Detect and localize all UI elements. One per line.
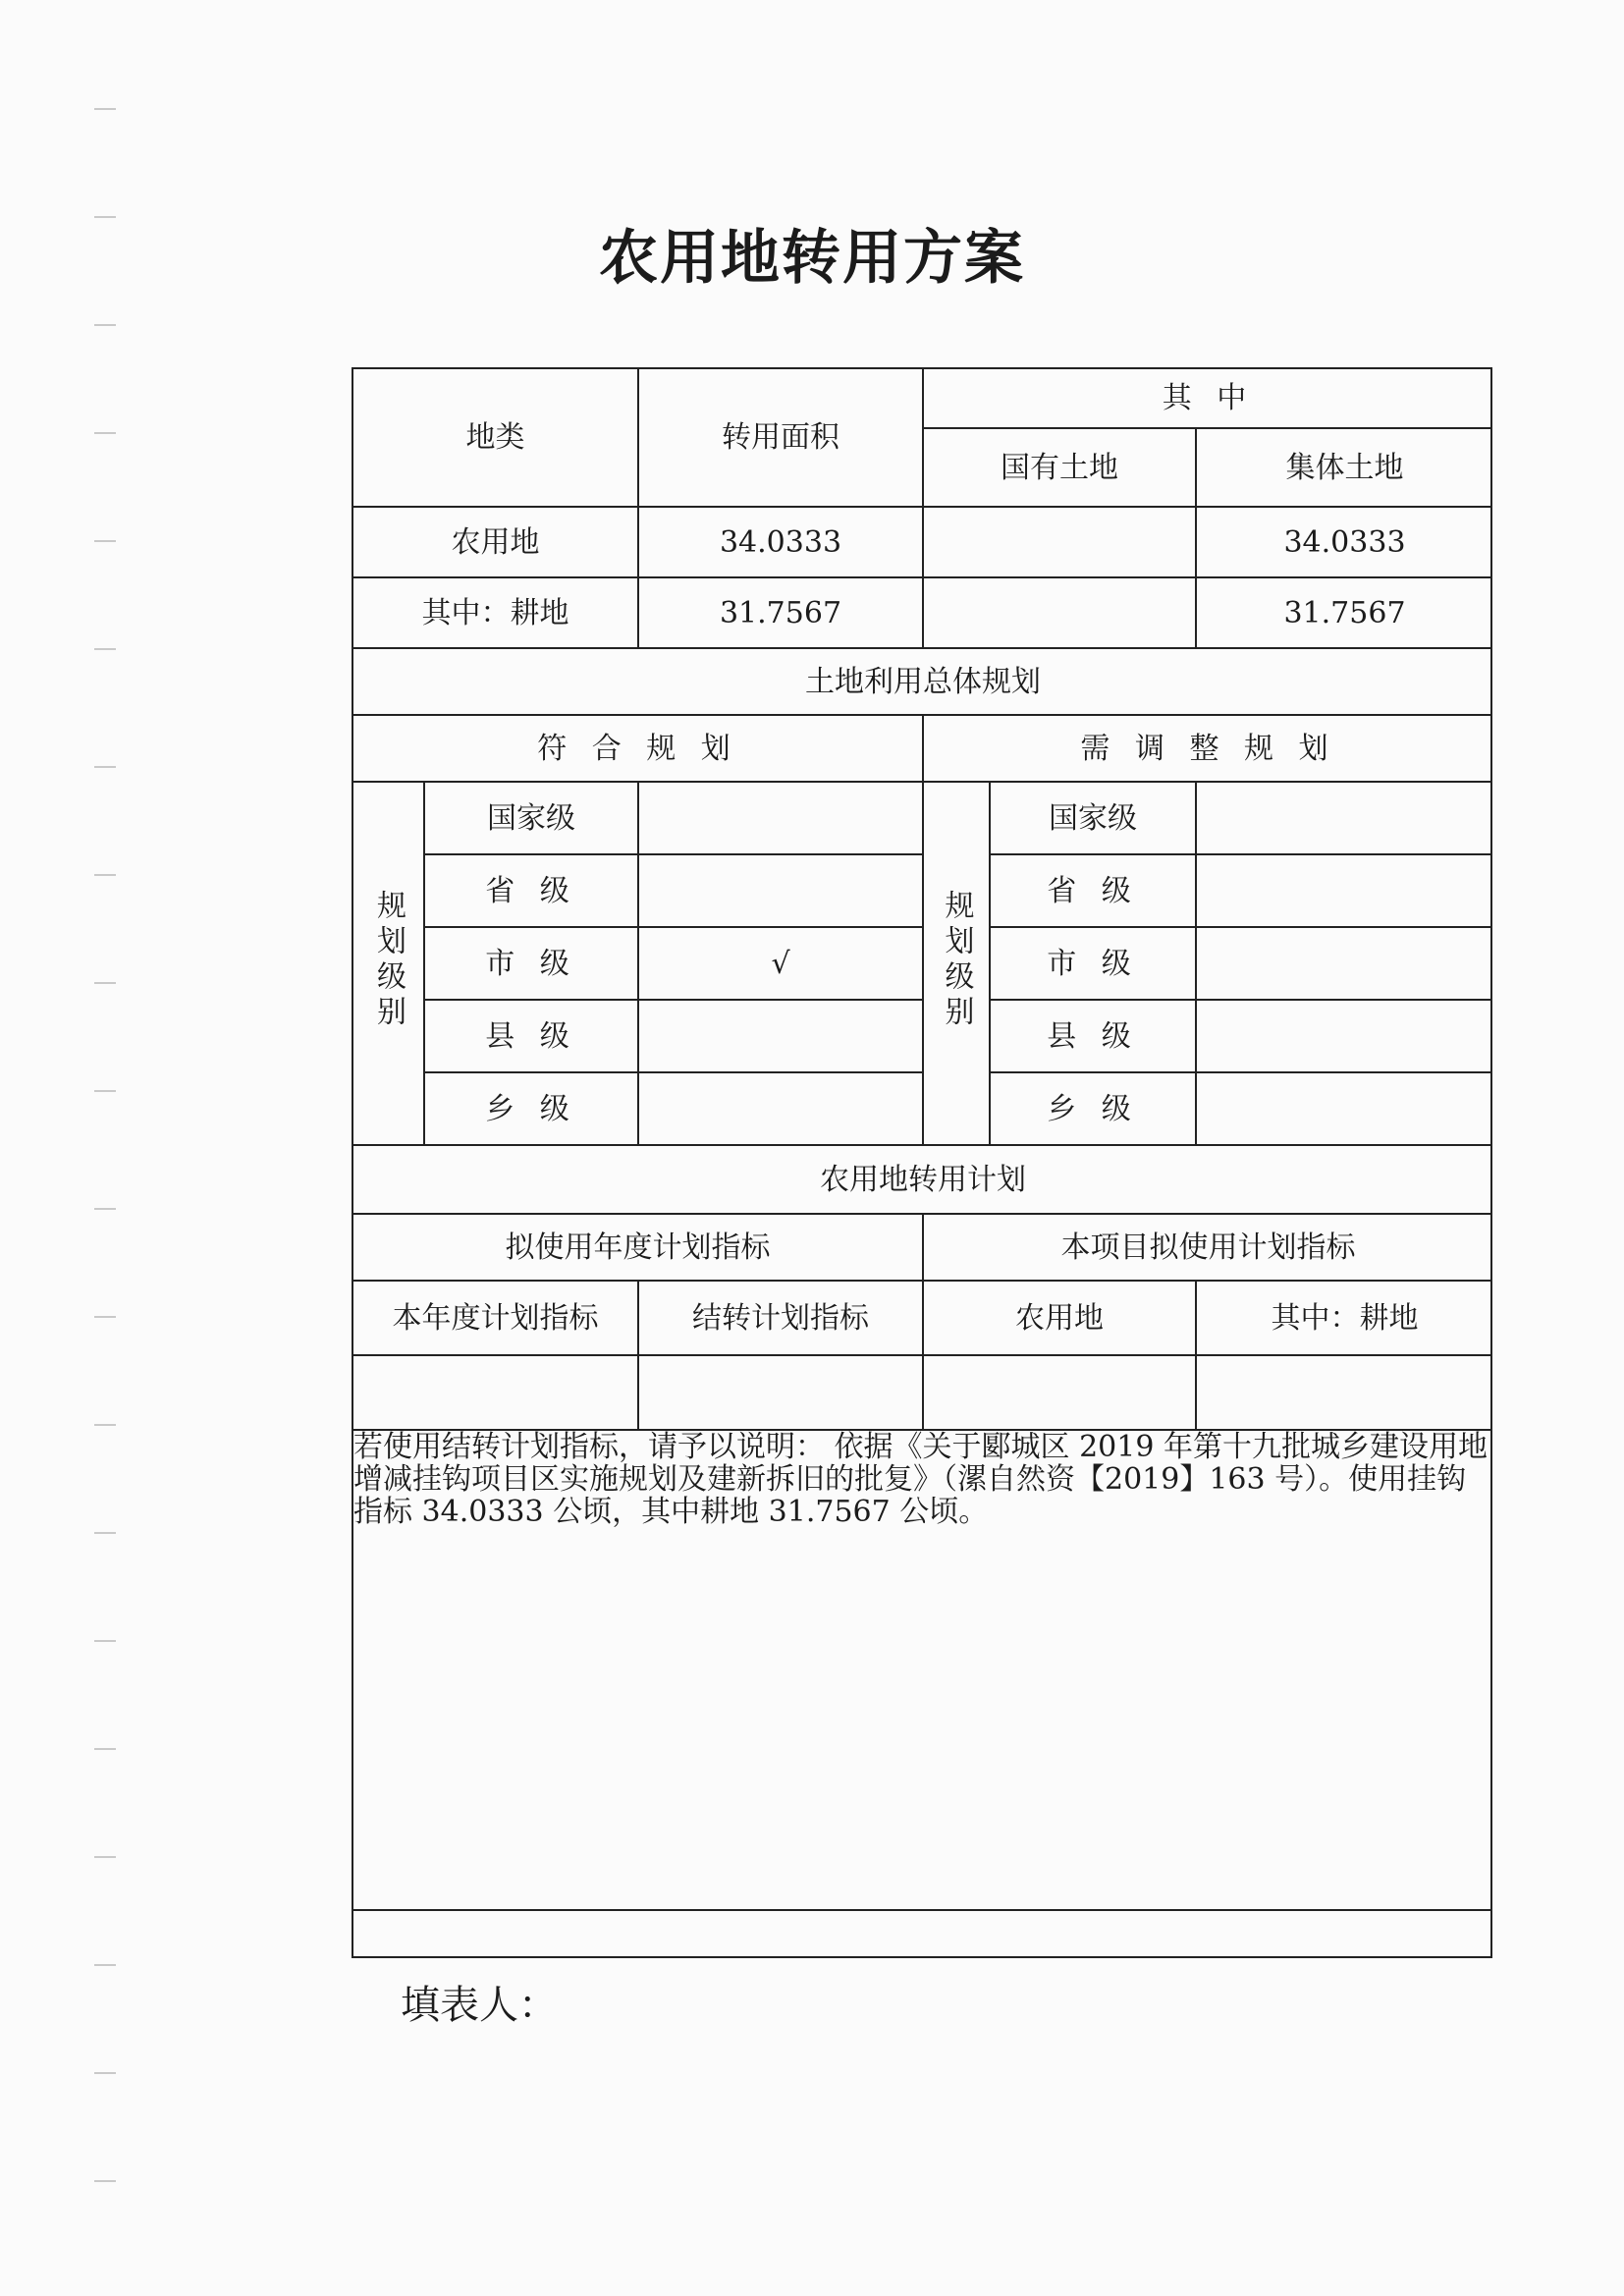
row-label: 农用地 — [353, 507, 638, 577]
level-name: 乡 级 — [424, 1072, 638, 1145]
compliant-mark — [638, 1000, 923, 1072]
project-indicator-header: 本项目拟使用计划指标 — [923, 1214, 1492, 1281]
level-name: 省 级 — [424, 854, 638, 927]
page-title: 农用地转用方案 — [599, 224, 1025, 293]
adjust-mark — [1196, 1000, 1492, 1072]
header-collective-land: 集体土地 — [1196, 428, 1492, 507]
level-label-right: 规划级别 — [923, 782, 990, 1145]
row-area: 31.7567 — [638, 577, 923, 648]
compliant-header: 符 合 规 划 — [353, 715, 923, 782]
form-sheet — [352, 367, 1492, 1958]
adjust-mark — [1196, 1072, 1492, 1145]
header-land-type: 地类 — [353, 369, 638, 507]
header-state-land: 国有土地 — [923, 428, 1196, 507]
adjust-mark — [1196, 782, 1492, 854]
row-collective: 31.7567 — [1196, 577, 1492, 648]
adjust-mark — [1196, 854, 1492, 927]
filler-label: 填表人： — [401, 1983, 558, 2028]
carryover-header: 结转计划指标 — [638, 1281, 923, 1355]
level-label-left: 规划级别 — [353, 782, 424, 1145]
level-name: 国家级 — [990, 782, 1196, 854]
arable-value — [1196, 1355, 1492, 1430]
row-state — [923, 507, 1196, 577]
carryover-note: 若使用结转计划指标，请予以说明： 依据《关于郾城区 2019 年第十九批城乡建设用地增减挂钩项目区实施规划及建新拆旧的批复》（漯自然资【2019】163 号）。使用挂钩指标 34.0333 公顷，其中耕地 31.7567 公顷。 — [353, 1430, 1492, 1910]
this-year-header: 本年度计划指标 — [353, 1281, 638, 1355]
farmland-value — [923, 1355, 1196, 1430]
plan-section-title: 土地利用总体规划 — [353, 648, 1492, 715]
needs-adjust-header: 需 调 整 规 划 — [923, 715, 1492, 782]
level-name: 市 级 — [424, 927, 638, 1000]
compliant-mark — [638, 854, 923, 927]
level-name: 乡 级 — [990, 1072, 1196, 1145]
row-state — [923, 577, 1196, 648]
row-label: 其中：耕地 — [353, 577, 638, 648]
level-name: 县 级 — [424, 1000, 638, 1072]
annual-indicator-header: 拟使用年度计划指标 — [353, 1214, 923, 1281]
conversion-table — [353, 369, 1492, 1911]
carryover-value — [638, 1355, 923, 1430]
arable-header: 其中：耕地 — [1196, 1281, 1492, 1355]
table-row — [353, 577, 1492, 648]
adjust-mark — [1196, 927, 1492, 1000]
conversion-plan-title: 农用地转用计划 — [353, 1145, 1492, 1214]
header-converted-area: 转用面积 — [638, 369, 923, 507]
level-name: 省 级 — [990, 854, 1196, 927]
level-name: 县 级 — [990, 1000, 1196, 1072]
compliant-mark — [638, 782, 923, 854]
farmland-header: 农用地 — [923, 1281, 1196, 1355]
row-area: 34.0333 — [638, 507, 923, 577]
this-year-value — [353, 1355, 638, 1430]
header-of-which: 其 中 — [923, 369, 1492, 428]
compliant-mark: √ — [638, 927, 923, 1000]
compliant-mark — [638, 1072, 923, 1145]
level-name: 国家级 — [424, 782, 638, 854]
table-row — [353, 507, 1492, 577]
level-name: 市 级 — [990, 927, 1196, 1000]
row-collective: 34.0333 — [1196, 507, 1492, 577]
